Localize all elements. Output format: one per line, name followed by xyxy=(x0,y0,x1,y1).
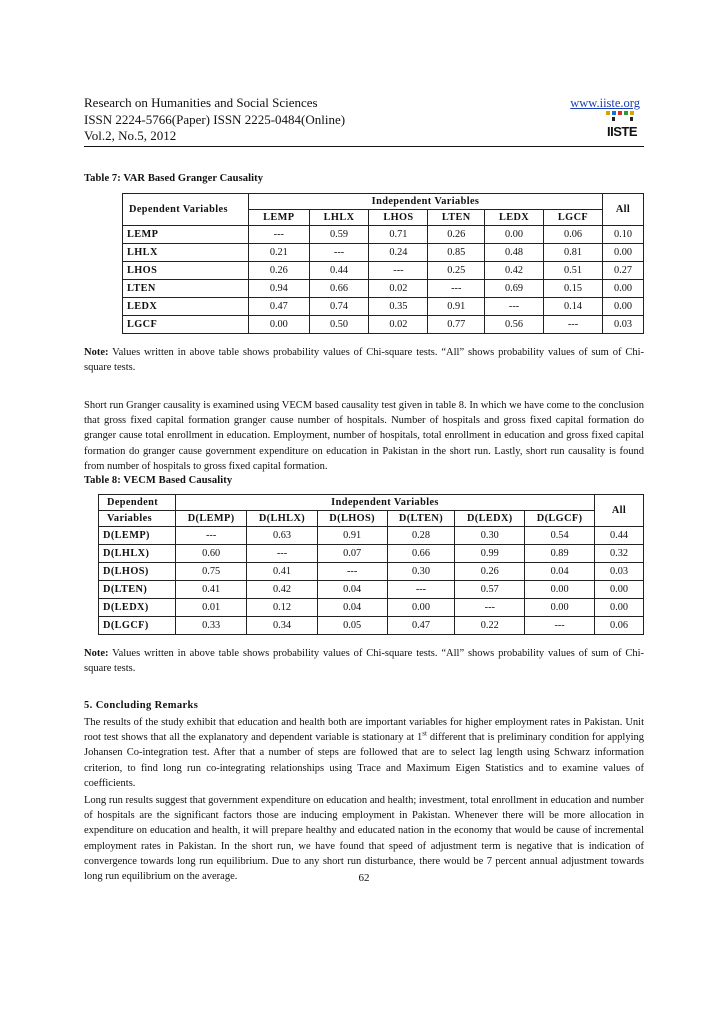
table8-cell: 0.99 xyxy=(455,545,525,563)
table8-cell: 0.05 xyxy=(317,617,387,635)
table7-row-label: LGCF xyxy=(123,316,249,334)
table7-note-text: Values written in above table shows probability values of Chi-square tests. “All” shows probability values of sum of Chi-square tests. xyxy=(84,347,644,373)
table8-cell: 0.41 xyxy=(247,563,318,581)
table8-cell: 0.34 xyxy=(247,617,318,635)
table8-cell: 0.41 xyxy=(176,581,247,599)
table8-cell: 0.00 xyxy=(525,599,595,617)
table7-cell: 0.81 xyxy=(544,244,603,262)
table8-row xyxy=(99,599,644,617)
iiste-logo xyxy=(604,109,640,139)
table8-all-cell: 0.44 xyxy=(595,527,644,545)
table7-cell: 0.02 xyxy=(369,316,428,334)
table8-cell: 0.47 xyxy=(387,617,455,635)
table7-row xyxy=(123,316,644,334)
table7-cell: --- xyxy=(309,244,369,262)
table7-cell: 0.59 xyxy=(309,226,369,244)
header-divider xyxy=(84,146,644,147)
table7-cell: --- xyxy=(485,298,544,316)
table7-independent-header: Independent Variables xyxy=(249,194,603,210)
table8-col-header: D(LGCF) xyxy=(525,511,595,527)
table8-all-cell: 0.06 xyxy=(595,617,644,635)
table7-col-header: LHLX xyxy=(309,210,369,226)
table8-independent-header: Independent Variables xyxy=(176,495,595,511)
table8-note xyxy=(84,646,644,676)
table8-note-text: Values written in above table shows probability values of Chi-square tests. “All” shows probability values of sum of Chi-square tests. xyxy=(84,648,644,674)
table8-row xyxy=(99,563,644,581)
table8-cell: 0.89 xyxy=(525,545,595,563)
table7-cell: 0.47 xyxy=(249,298,310,316)
table8-cell: 0.26 xyxy=(455,563,525,581)
table8-row-label: D(LEDX) xyxy=(99,599,176,617)
table7-cell: --- xyxy=(544,316,603,334)
table8-cell: 0.28 xyxy=(387,527,455,545)
table7-cell: 0.44 xyxy=(309,262,369,280)
table8-col-header: D(LHOS) xyxy=(317,511,387,527)
table7-cell: 0.48 xyxy=(485,244,544,262)
table8-row xyxy=(99,545,644,563)
table7-cell: 0.94 xyxy=(249,280,310,298)
table7-cell: 0.21 xyxy=(249,244,310,262)
table7-col-header: LEDX xyxy=(485,210,544,226)
table8-cell: 0.04 xyxy=(317,599,387,617)
table7-cell: --- xyxy=(249,226,310,244)
table7-cell: 0.24 xyxy=(369,244,428,262)
table7-note-label: Note: xyxy=(84,347,109,358)
table7-row xyxy=(123,244,644,262)
table7-cell: 0.77 xyxy=(428,316,485,334)
table8-dependent-header-top: Dependent xyxy=(99,495,176,511)
table7-cell: 0.66 xyxy=(309,280,369,298)
table8-row-label: D(LHOS) xyxy=(99,563,176,581)
section5-paragraph-1 xyxy=(84,715,644,791)
table7-cell: 0.00 xyxy=(485,226,544,244)
table8-row xyxy=(99,617,644,635)
table8-col-header: D(LEDX) xyxy=(455,511,525,527)
section5-p1-superscript: st xyxy=(422,729,427,738)
table7-row xyxy=(123,280,644,298)
table7-cell: 0.25 xyxy=(428,262,485,280)
table7-cell: 0.06 xyxy=(544,226,603,244)
table8-cell: 0.66 xyxy=(387,545,455,563)
table7-all-cell: 0.27 xyxy=(603,262,644,280)
table8-cell: 0.60 xyxy=(176,545,247,563)
table8-cell: 0.30 xyxy=(387,563,455,581)
table8-cell: 0.42 xyxy=(247,581,318,599)
table8-cell: --- xyxy=(455,599,525,617)
table7-dependent-header: Dependent Variables xyxy=(123,194,249,226)
table8-row xyxy=(99,581,644,599)
table7-cell: 0.50 xyxy=(309,316,369,334)
table7-cell: 0.00 xyxy=(249,316,310,334)
table8-cell: --- xyxy=(247,545,318,563)
table8-all-cell: 0.00 xyxy=(595,581,644,599)
table7-row xyxy=(123,262,644,280)
table8-cell: 0.91 xyxy=(317,527,387,545)
table7-row xyxy=(123,226,644,244)
table7-row-label: LEDX xyxy=(123,298,249,316)
table7-all-cell: 0.00 xyxy=(603,280,644,298)
table8-row-label: D(LGCF) xyxy=(99,617,176,635)
page-number: 62 xyxy=(358,872,370,884)
table8-row-label: D(LTEN) xyxy=(99,581,176,599)
section5-p1-start: The results of the study exhibit that education and health both are important variables for higher employment rates in Pakistan. Unit root test shows that all the explanatory and dependent variable is stationary at 1 xyxy=(84,717,644,744)
table7-all-cell: 0.00 xyxy=(603,244,644,262)
table7-all-cell: 0.00 xyxy=(603,298,644,316)
svg-text:IISTE: IISTE xyxy=(606,124,638,139)
table7-cell: 0.56 xyxy=(485,316,544,334)
table8-cell: 0.33 xyxy=(176,617,247,635)
section5-p1-end: different that is preliminary condition for applying Johansen Co-integration test. After that a number of steps are followed that are to select lag length using Schwarz information criterion, to find long run co-integrating relationships using Trace and Maximum Eigen Statistics and to examine values of coefficients. xyxy=(84,732,644,789)
table8-cell: 0.63 xyxy=(247,527,318,545)
table7-col-header: LHOS xyxy=(369,210,428,226)
table8-cell: 0.75 xyxy=(176,563,247,581)
table7-cell: 0.71 xyxy=(369,226,428,244)
journal-issn: ISSN 2224-5766(Paper) ISSN 2225-0484(Online) xyxy=(84,111,346,127)
table8-cell: 0.57 xyxy=(455,581,525,599)
table7-cell: 0.74 xyxy=(309,298,369,316)
table8-cell: 0.54 xyxy=(525,527,595,545)
table8 xyxy=(98,494,644,635)
table8-caption: Table 8: VECM Based Causality xyxy=(84,475,233,486)
table7-cell: 0.35 xyxy=(369,298,428,316)
table7-caption: Table 7: VAR Based Granger Causality xyxy=(84,173,264,184)
table8-all-header: All xyxy=(595,495,644,527)
table7-all-header: All xyxy=(603,194,644,226)
table8-cell: 0.04 xyxy=(525,563,595,581)
paragraph-short-run: Short run Granger causality is examined using VECM based causality test given in table 8. In which we have come to the conclusion that gross fixed capital formation granger cause number of hospitals. Number of hospitals and gross fixed capital formation do granger cause total enrollment in education. Employment, number of hospitals, total enrollment in education and gross fixed capital formation do granger cause government expenditure on education in Pakistan in the short run. Lastly, short run causality is found from number of hospitals to gross fixed capital formation. xyxy=(84,400,644,472)
table7-row-label: LHLX xyxy=(123,244,249,262)
journal-header xyxy=(84,95,644,145)
table8-dependent-header-bottom: Variables xyxy=(99,511,176,527)
table8-cell: --- xyxy=(525,617,595,635)
table7-note xyxy=(84,345,644,375)
journal-volume: Vol.2, No.5, 2012 xyxy=(84,128,177,143)
table7-row-label: LHOS xyxy=(123,262,249,280)
table7-cell: 0.91 xyxy=(428,298,485,316)
table8-cell: --- xyxy=(176,527,247,545)
table8-cell: 0.12 xyxy=(247,599,318,617)
table7-cell: 0.26 xyxy=(249,262,310,280)
table8-cell: --- xyxy=(317,563,387,581)
journal-url-link[interactable]: www.iiste.org xyxy=(570,96,640,110)
table8-col-header: D(LEMP) xyxy=(176,511,247,527)
table7-col-header: LTEN xyxy=(428,210,485,226)
table8-all-cell: 0.00 xyxy=(595,599,644,617)
table7-cell: 0.42 xyxy=(485,262,544,280)
table7-cell: 0.26 xyxy=(428,226,485,244)
journal-title: Research on Humanities and Social Sciences xyxy=(84,95,318,110)
table8-cell: 0.00 xyxy=(525,581,595,599)
table8-cell: 0.07 xyxy=(317,545,387,563)
table8-cell: 0.30 xyxy=(455,527,525,545)
table7-row-label: LEMP xyxy=(123,226,249,244)
table7-col-header: LGCF xyxy=(544,210,603,226)
table7-col-header: LEMP xyxy=(249,210,310,226)
table7-row xyxy=(123,298,644,316)
table8-note-label: Note: xyxy=(84,648,109,659)
table7-cell: 0.51 xyxy=(544,262,603,280)
table7-row-label: LTEN xyxy=(123,280,249,298)
section-heading: 5. Concluding Remarks xyxy=(84,700,199,711)
table8-row xyxy=(99,527,644,545)
table8-col-header: D(LTEN) xyxy=(387,511,455,527)
table7-all-cell: 0.10 xyxy=(603,226,644,244)
table7-cell: 0.85 xyxy=(428,244,485,262)
table8-row-label: D(LHLX) xyxy=(99,545,176,563)
table7-all-cell: 0.03 xyxy=(603,316,644,334)
table8-cell: 0.04 xyxy=(317,581,387,599)
table8-cell: --- xyxy=(387,581,455,599)
table7-cell: --- xyxy=(369,262,428,280)
table8-row-label: D(LEMP) xyxy=(99,527,176,545)
table7-cell: 0.69 xyxy=(485,280,544,298)
table8-cell: 0.22 xyxy=(455,617,525,635)
table7-cell: 0.14 xyxy=(544,298,603,316)
table7-cell: 0.02 xyxy=(369,280,428,298)
table7-cell: 0.15 xyxy=(544,280,603,298)
section5-paragraph-2: Long run results suggest that government expenditure on education and health; investment, total enrollment in education and number of hospitals are the significant factors those are inducing employment in Pakistan. Whenever there will be more allocation in expenditure on education and health, it will prepare healthy and educated nation in the economy that would be cause of incremental employment rates in Pakistan. In the short run, we have found that speed of adjustment term is negative that is indication of convergence towards long run equilibrium. Due to any short run disturbance, there would be 7 percent annual adjustment towards long run equilibrium on the average. xyxy=(84,795,644,883)
table8-cell: 0.01 xyxy=(176,599,247,617)
table7 xyxy=(122,193,644,334)
table7-cell: --- xyxy=(428,280,485,298)
table8-col-header: D(LHLX) xyxy=(247,511,318,527)
table8-cell: 0.00 xyxy=(387,599,455,617)
table8-all-cell: 0.03 xyxy=(595,563,644,581)
table8-all-cell: 0.32 xyxy=(595,545,644,563)
